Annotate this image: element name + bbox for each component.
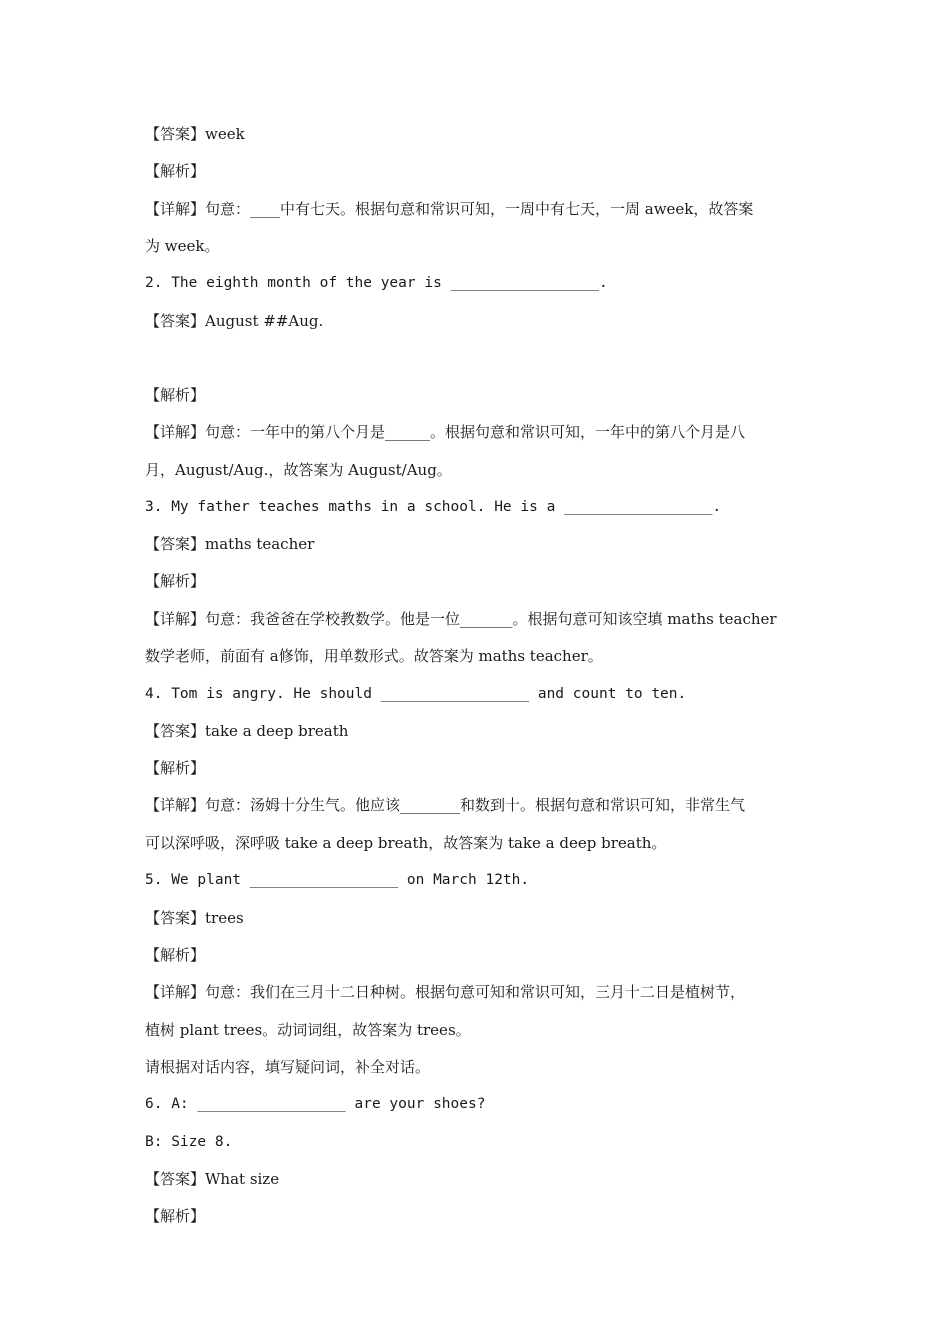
question-4: 4. Tom is angry. He should _________________ and count to ten. xyxy=(145,686,687,702)
analysis-heading: 【解析】 xyxy=(145,386,206,404)
answer-line: 【答案】What size xyxy=(145,1170,280,1188)
question-2: 2. The eighth month of the year is _________________. xyxy=(145,275,608,291)
analysis-heading: 【解析】 xyxy=(145,572,206,590)
analysis-heading: 【解析】 xyxy=(145,162,206,180)
analysis-heading: 【解析】 xyxy=(145,946,206,964)
explanation-line: 月，August/Aug.，故答案为 August/Aug。 xyxy=(145,461,452,479)
explanation-line: 为 week。 xyxy=(145,237,220,255)
explanation-line: 【详解】句意：我爸爸在学校教数学。他是一位_______。根据句意可知该空填 maths teacher xyxy=(145,610,777,628)
answer-line: 【答案】week xyxy=(145,125,245,143)
question-6: 6. A: _________________ are your shoes? xyxy=(145,1096,486,1112)
explanation-line: 【详解】句意：____中有七天。根据句意和常识可知，一周中有七天，一周 aweek，故答案 xyxy=(145,200,754,218)
dialogue-line: B: Size 8. xyxy=(145,1134,233,1150)
answer-line: 【答案】take a deep breath xyxy=(145,722,349,740)
question-5: 5. We plant _________________ on March 12th. xyxy=(145,872,530,888)
explanation-line: 【详解】句意：汤姆十分生气。他应该________和数到十。根据句意和常识可知，非常生气 xyxy=(145,796,746,814)
explanation-line: 数学老师，前面有 a修饰，用单数形式。故答案为 maths teacher。 xyxy=(145,647,603,665)
explanation-line: 【详解】句意：我们在三月十二日种树。根据句意可知和常识可知，三月十二日是植树节， xyxy=(145,983,746,1001)
explanation-line: 植树 plant trees。动词词组，故答案为 trees。 xyxy=(145,1021,471,1039)
answer-line: 【答案】August ##Aug. xyxy=(145,312,324,330)
explanation-line: 【详解】句意：一年中的第八个月是______。根据句意和常识可知，一年中的第八个月是八 xyxy=(145,423,746,441)
question-3: 3. My father teaches maths in a school. He is a _________________. xyxy=(145,499,722,515)
answer-line: 【答案】maths teacher xyxy=(145,535,315,553)
explanation-line: 可以深呼吸，深呼吸 take a deep breath，故答案为 take a deep breath。 xyxy=(145,834,667,852)
analysis-heading: 【解析】 xyxy=(145,1207,206,1225)
answer-line: 【答案】trees xyxy=(145,909,244,927)
analysis-heading: 【解析】 xyxy=(145,759,206,777)
instruction-line: 请根据对话内容，填写疑问词，补全对话。 xyxy=(145,1058,431,1076)
